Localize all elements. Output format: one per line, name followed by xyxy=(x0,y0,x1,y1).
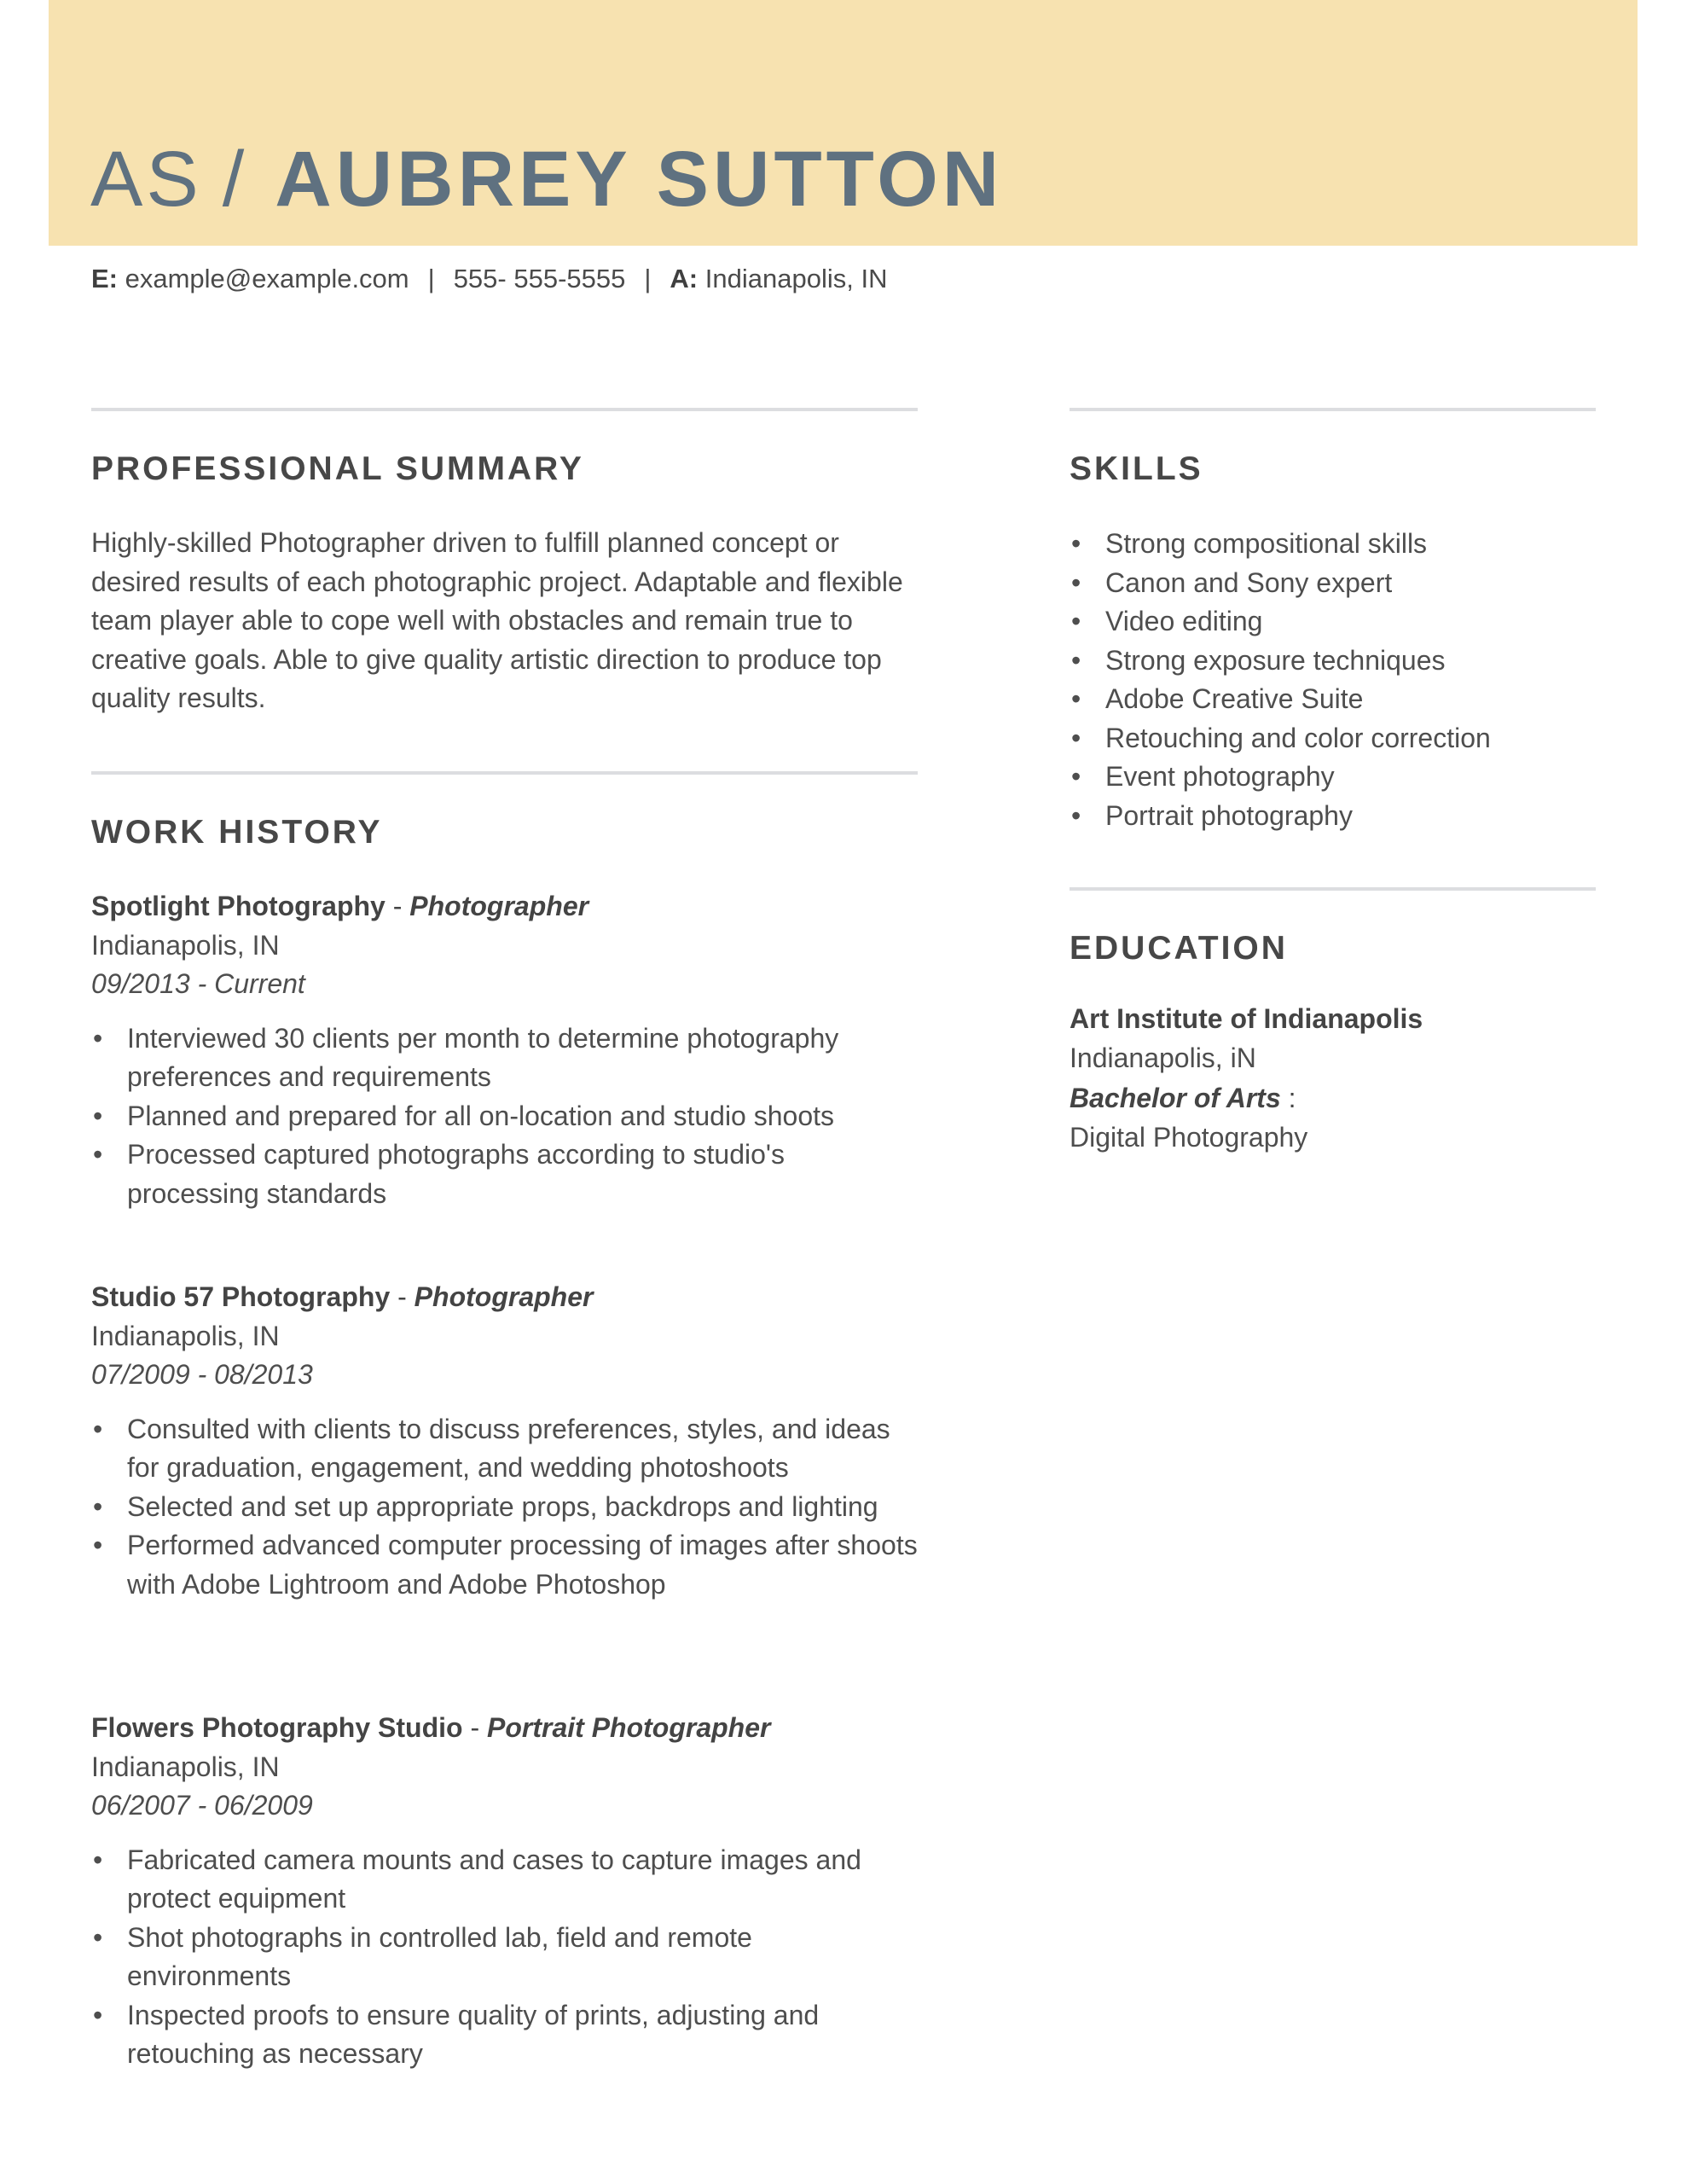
job-dash: - xyxy=(462,1712,487,1743)
job-dates: 09/2013 - Current xyxy=(91,968,305,999)
bullet-icon: • xyxy=(1071,528,1081,559)
job-location: Indianapolis, IN xyxy=(91,1320,280,1351)
job-dates: 07/2009 - 08/2013 xyxy=(91,1359,313,1390)
job-bullet xyxy=(91,1488,918,1527)
bullet-text: Interviewed 30 clients per month to determine photography preferences and requirements xyxy=(127,1022,839,1092)
job-title xyxy=(91,887,918,926)
phone-value: 555- 555-5555 xyxy=(453,264,626,293)
school-location: Indianapolis, iN xyxy=(1070,1042,1256,1073)
job-company: Studio 57 Photography xyxy=(91,1281,391,1312)
job-entry xyxy=(91,1278,918,1604)
degree-line xyxy=(1070,1079,1596,1118)
skill-item xyxy=(1070,564,1596,603)
bullet-icon: • xyxy=(93,1999,103,2030)
bullet-text: Performed advanced computer processing of images after shoots with Adobe Lightroom and Adobe Photoshop xyxy=(127,1530,918,1600)
bullet-icon: • xyxy=(93,1022,103,1054)
job-bullets xyxy=(91,1410,918,1605)
skill-item xyxy=(1070,602,1596,642)
bullet-text: Consulted with clients to discuss preferences, styles, and ideas for graduation, engagement, and wedding photoshoots xyxy=(127,1413,890,1483)
skills-list xyxy=(1070,525,1596,835)
skill-text: Portrait photography xyxy=(1105,799,1353,831)
bullet-icon: • xyxy=(93,1100,103,1131)
skill-text: Canon and Sony expert xyxy=(1105,566,1393,598)
name-initials: AS xyxy=(90,136,202,223)
contact-line xyxy=(91,262,887,296)
school-name: Art Institute of Indianapolis xyxy=(1070,1003,1423,1034)
job-company: Spotlight Photography xyxy=(91,891,386,921)
job-title xyxy=(91,1709,918,1748)
degree-colon: : xyxy=(1280,1083,1296,1113)
bullet-icon: • xyxy=(1071,606,1081,636)
summary-heading: PROFESSIONAL SUMMARY xyxy=(91,450,584,487)
bullet-icon: • xyxy=(1071,566,1081,598)
skill-text: Strong exposure techniques xyxy=(1105,644,1446,676)
job-location: Indianapolis, IN xyxy=(91,929,280,961)
education-entry xyxy=(1070,1000,1596,1157)
job-dash: - xyxy=(385,891,410,921)
bullet-icon: • xyxy=(1071,799,1081,831)
job-dash: - xyxy=(390,1281,415,1312)
skill-item xyxy=(1070,680,1596,719)
job-bullet xyxy=(91,1136,918,1213)
skill-text: Event photography xyxy=(1105,761,1335,792)
job-entry xyxy=(91,1709,918,2074)
job-bullet xyxy=(91,1526,918,1604)
bullet-text: Planned and prepared for all on-location and studio shoots xyxy=(127,1100,835,1131)
job-location: Indianapolis, IN xyxy=(91,1751,280,1782)
address-value: Indianapolis, IN xyxy=(704,264,888,293)
job-bullet xyxy=(91,1919,918,1996)
job-bullets xyxy=(91,1019,918,1214)
skill-item xyxy=(1070,758,1596,797)
job-bullet xyxy=(91,1019,918,1097)
email-value: example@example.com xyxy=(125,264,409,293)
bullet-icon: • xyxy=(93,1139,103,1170)
skill-text: Strong compositional skills xyxy=(1105,528,1428,559)
skill-item xyxy=(1070,797,1596,836)
full-name: AUBREY SUTTON xyxy=(275,136,1004,223)
skill-item xyxy=(1070,525,1596,564)
bullet-icon: • xyxy=(1071,683,1081,714)
section-divider xyxy=(91,771,918,775)
skill-item xyxy=(1070,642,1596,681)
summary-text: Highly-skilled Photographer driven to fulfill planned concept or desired results of each photographic project. Adaptable and flexible team player able to cope well with obstacles and remain true to creative goals. Able to give quality artistic direction to produce top quality results. xyxy=(91,527,903,713)
section-divider xyxy=(91,408,918,411)
education-heading: EDUCATION xyxy=(1070,930,1288,967)
contact-separator: | xyxy=(644,264,652,293)
job-bullet xyxy=(91,1410,918,1488)
address-label: A: xyxy=(670,264,699,293)
bullet-icon: • xyxy=(93,1530,103,1560)
bullet-icon: • xyxy=(93,1490,103,1522)
skill-text: Adobe Creative Suite xyxy=(1105,683,1364,714)
job-role: Portrait Photographer xyxy=(487,1712,771,1743)
candidate-name xyxy=(90,132,1003,226)
section-divider xyxy=(1070,408,1596,411)
bullet-icon: • xyxy=(1071,761,1081,792)
skills-heading: SKILLS xyxy=(1070,450,1203,487)
work-history-heading: WORK HISTORY xyxy=(91,814,383,851)
bullet-icon: • xyxy=(93,1413,103,1444)
skill-text: Video editing xyxy=(1105,606,1263,636)
bullet-icon: • xyxy=(93,1921,103,1953)
bullet-icon: • xyxy=(93,1844,103,1875)
job-dates: 06/2007 - 06/2009 xyxy=(91,1790,313,1821)
job-company: Flowers Photography Studio xyxy=(91,1712,463,1743)
skill-item xyxy=(1070,719,1596,758)
bullet-text: Inspected proofs to ensure quality of prints, adjusting and retouching as necessary xyxy=(127,1999,820,2069)
bullet-text: Processed captured photographs according to studio's processing standards xyxy=(127,1139,786,1209)
contact-separator: | xyxy=(427,264,435,293)
name-separator: / xyxy=(222,136,246,223)
bullet-text: Selected and set up appropriate props, backdrops and lighting xyxy=(127,1490,878,1522)
bullet-text: Fabricated camera mounts and cases to capture images and protect equipment xyxy=(127,1844,861,1914)
email-label: E: xyxy=(91,264,118,293)
bullet-text: Shot photographs in controlled lab, field and remote environments xyxy=(127,1921,752,1991)
job-role: Photographer xyxy=(414,1281,594,1312)
job-title xyxy=(91,1278,918,1317)
job-bullet xyxy=(91,1097,918,1136)
skill-text: Retouching and color correction xyxy=(1105,722,1491,753)
job-role: Photographer xyxy=(409,891,589,921)
bullet-icon: • xyxy=(1071,722,1081,753)
section-divider xyxy=(1070,887,1596,891)
job-bullet xyxy=(91,1841,918,1919)
degree-name: Bachelor of Arts xyxy=(1070,1083,1281,1113)
bullet-icon: • xyxy=(1071,644,1081,676)
degree-field: Digital Photography xyxy=(1070,1121,1308,1153)
job-bullets xyxy=(91,1841,918,2074)
job-bullet xyxy=(91,1996,918,2074)
job-entry xyxy=(91,887,918,1213)
